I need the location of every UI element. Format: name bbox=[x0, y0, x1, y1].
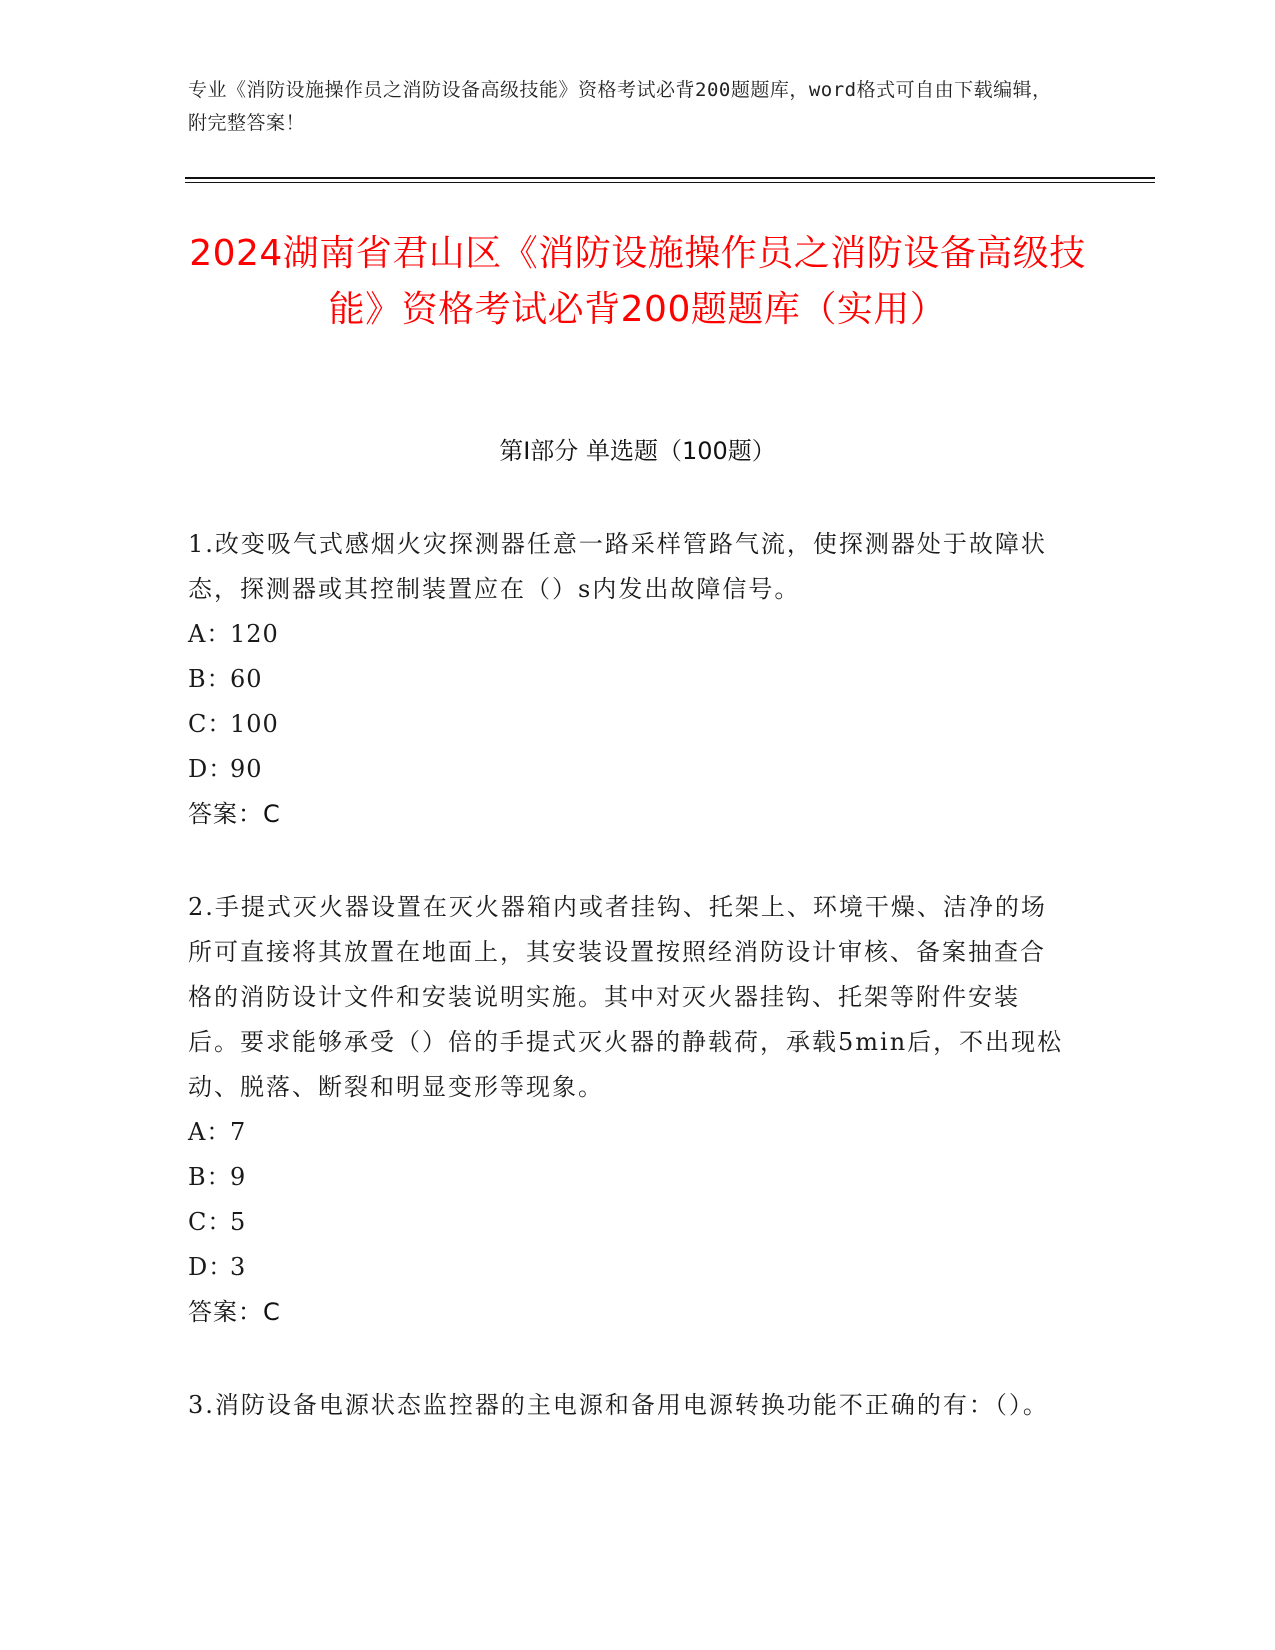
option-a bbox=[188, 1110, 1068, 1155]
option-text: 9 bbox=[230, 1163, 247, 1191]
question-1 bbox=[188, 522, 1068, 837]
option-key: D： bbox=[188, 1253, 234, 1281]
option-text: 5 bbox=[230, 1208, 247, 1236]
option-text: 100 bbox=[230, 710, 279, 738]
option-b bbox=[188, 1155, 1068, 1200]
answer-line: 答案：C bbox=[188, 800, 281, 828]
option-text: 120 bbox=[230, 620, 279, 648]
header-note: 专业《消防设施操作员之消防设备高级技能》资格考试必背200题题库，word格式可自由下载编辑，附完整答案！ bbox=[188, 79, 1052, 134]
option-d bbox=[188, 1245, 1068, 1290]
option-key: A： bbox=[188, 1118, 232, 1146]
section-heading: 第Ⅰ部分 单选题（100题） bbox=[499, 437, 776, 465]
option-key: C： bbox=[188, 1208, 233, 1236]
option-key: D： bbox=[188, 755, 234, 783]
option-text: 7 bbox=[230, 1118, 247, 1146]
option-text: 90 bbox=[230, 755, 263, 783]
option-c bbox=[188, 702, 1068, 747]
question-stem: 3.消防设备电源状态监控器的主电源和备用电源转换功能不正确的有：（）。 bbox=[188, 1391, 1049, 1419]
option-text: 60 bbox=[230, 665, 263, 693]
header-divider-thick bbox=[185, 177, 1155, 179]
question-stem: 1.改变吸气式感烟火灾探测器任意一路采样管路气流，使探测器处于故障状态，探测器或其控制装置应在（）s内发出故障信号。 bbox=[188, 530, 1047, 603]
option-a bbox=[188, 612, 1068, 657]
option-key: C： bbox=[188, 710, 233, 738]
option-key: B： bbox=[188, 1163, 232, 1191]
option-c bbox=[188, 1200, 1068, 1245]
question-3 bbox=[188, 1383, 1068, 1428]
option-key: A： bbox=[188, 620, 232, 648]
question-list bbox=[188, 522, 1068, 1476]
document-title: 2024湖南省君山区《消防设施操作员之消防设备高级技能》资格考试必背200题题库（实用） bbox=[189, 233, 1086, 330]
header-divider-thin bbox=[185, 182, 1155, 183]
option-text: 3 bbox=[230, 1253, 247, 1281]
option-b bbox=[188, 657, 1068, 702]
option-key: B： bbox=[188, 665, 232, 693]
option-d bbox=[188, 747, 1068, 792]
question-2 bbox=[188, 885, 1068, 1335]
answer-line: 答案：C bbox=[188, 1298, 281, 1326]
question-stem: 2.手提式灭火器设置在灭火器箱内或者挂钩、托架上、环境干燥、洁净的场所可直接将其放置在地面上，其安装设置按照经消防设计审核、备案抽查合格的消防设计文件和安装说明实施。其中对灭火器挂钩、托架等附件安装后。要求能够承受（）倍的手提式灭火器的静载荷，承载5min后，不出现松动、脱落、断裂和明显变形等现象。 bbox=[188, 893, 1064, 1101]
